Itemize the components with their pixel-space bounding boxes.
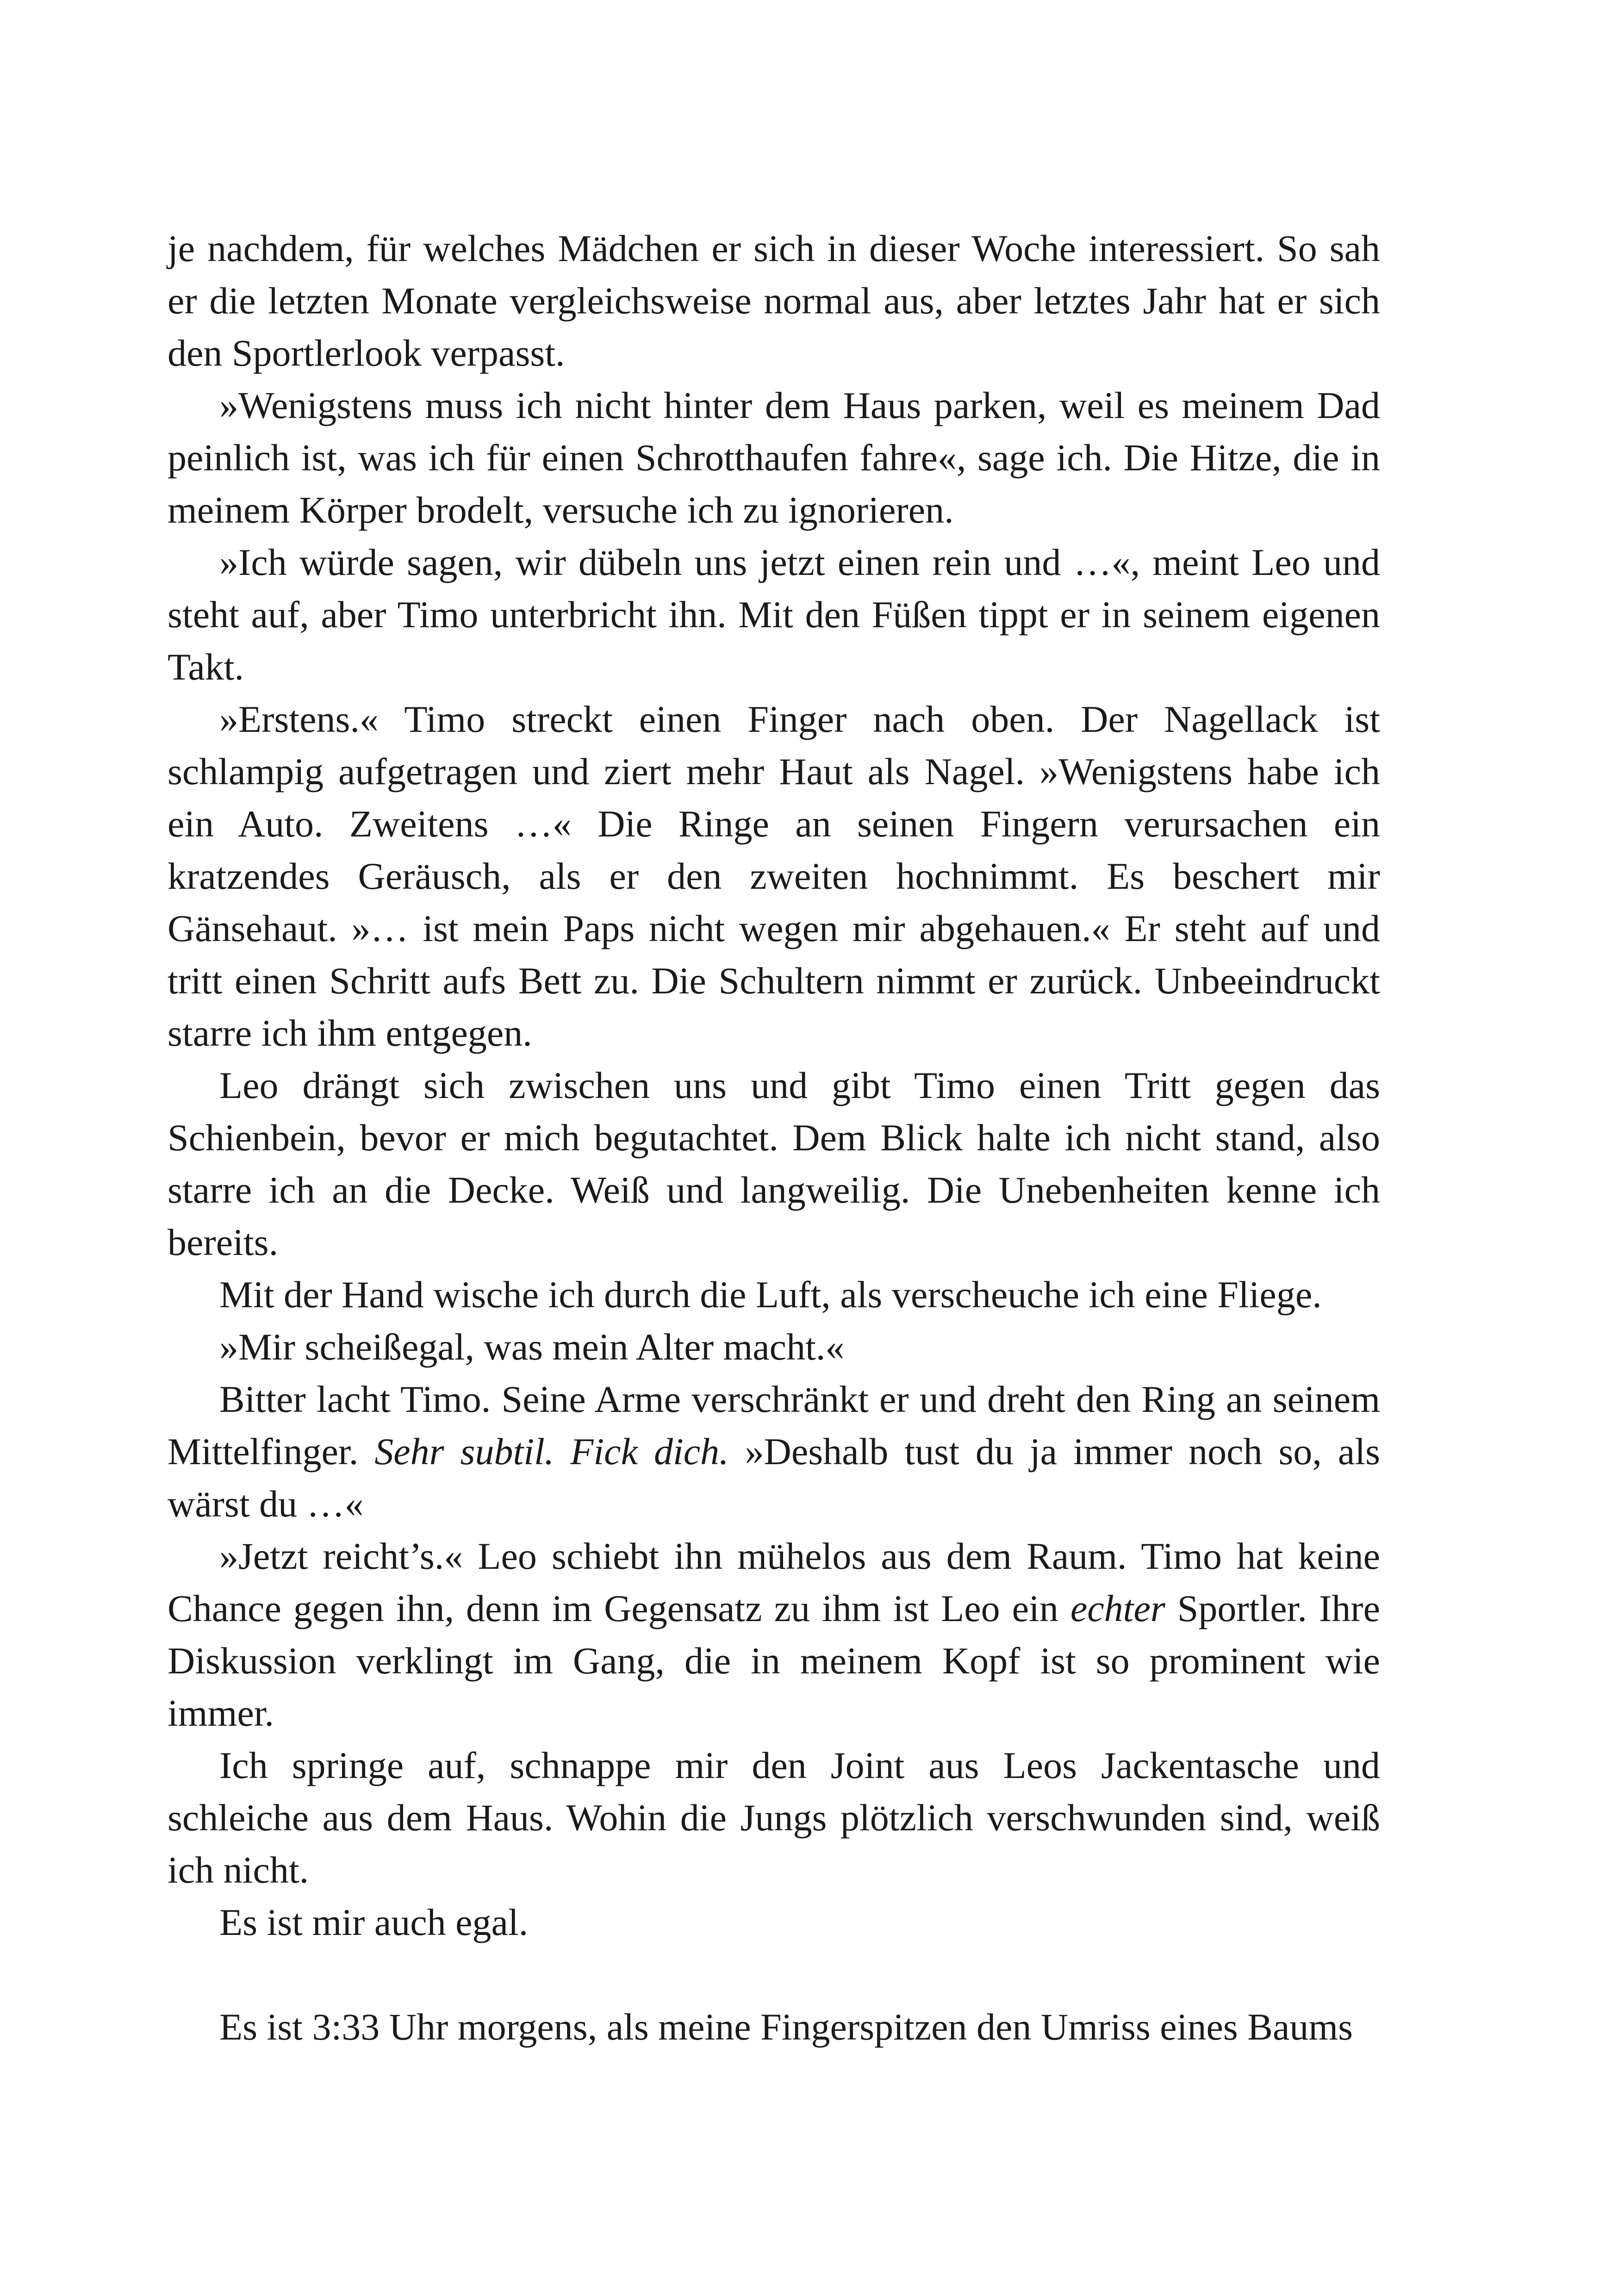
paragraph: Es ist mir auch egal.: [219, 1901, 529, 1943]
italic-emphasis: echter: [1070, 1587, 1165, 1629]
paragraph: Mit der Hand wische ich durch die Luft, als verscheuche ich eine Fliege.: [219, 1273, 1322, 1316]
paragraph: »Wenigstens muss ich nicht hinter dem Haus parken, weil es meinem Dad peinlich ist, was ich für einen Schrotthaufen fahre«, sage ich. Die Hitze, die in meinem Körper brodelt, versuche ich zu ignorieren.: [168, 384, 1380, 531]
paragraph: »Ich würde sagen, wir dübeln uns jetzt einen rein und …«, meint Leo und steht auf, aber Timo unterbricht ihn. Mit den Füßen tippt er in seinem eigenen Takt.: [168, 541, 1380, 688]
italic-thought: Sehr subtil. Fick dich.: [374, 1430, 729, 1472]
book-page-text: [168, 222, 1380, 2053]
paragraph: [168, 1373, 1380, 1530]
paragraph: Ich springe auf, schnappe mir den Joint aus Leos Jackentasche und schleiche aus dem Haus. Wohin die Jungs plötzlich verschwunden sind, weiß ich nicht.: [168, 1744, 1380, 1891]
paragraph: Es ist 3:33 Uhr morgens, als meine Fingerspitzen den Umriss eines Baums: [219, 2006, 1353, 2048]
paragraph: [168, 1530, 1380, 1739]
section-break: [168, 1948, 1380, 2001]
paragraph: »Mir scheißegal, was mein Alter macht.«: [219, 1326, 845, 1368]
paragraph: »Erstens.« Timo streckt einen Finger nach oben. Der Nagellack ist schlampig aufgetragen und ziert mehr Haut als Nagel. »Wenigstens habe ich ein Auto. Zweitens …« Die Ringe an seinen Fingern verursachen ein kratzendes Geräusch, als er den zweiten hochnimmt. Es beschert mir Gänsehaut. »… ist mein Paps nicht wegen mir abgehauen.« Er steht auf und tritt einen Schritt aufs Bett zu. Die Schultern nimmt er zurück. Unbeeindruckt starre ich ihm entgegen.: [168, 698, 1380, 1054]
paragraph-text: Sportler. Ihre Diskussion verklingt im Gang, die in meinem Kopf ist so prominent wie immer.: [168, 1587, 1380, 1734]
paragraph: je nachdem, für welches Mädchen er sich in dieser Woche interessiert. So sah er die letzten Monate vergleichsweise normal aus, aber letztes Jahr hat er sich den Sportlerlook verpasst.: [168, 227, 1380, 374]
paragraph-text: Bitter lacht Timo. Seine Arme verschränkt er und dreht den Ring an seinem Mittelfinger.: [168, 1378, 1380, 1472]
paragraph-text: »Deshalb tust du ja immer noch so, als wärst du …«: [168, 1430, 1381, 1525]
paragraph-text: »Jetzt reicht’s.« Leo schiebt ihn mühelos aus dem Raum. Timo hat keine Chance gegen ihn, denn im Gegensatz zu ihm ist Leo ein: [168, 1535, 1380, 1629]
paragraph: Leo drängt sich zwischen uns und gibt Timo einen Tritt gegen das Schienbein, bevor er mich begutachtet. Dem Blick halte ich nicht stand, also starre ich an die Decke. Weiß und langweilig. Die Unebenheiten kenne ich bereits.: [168, 1064, 1380, 1263]
